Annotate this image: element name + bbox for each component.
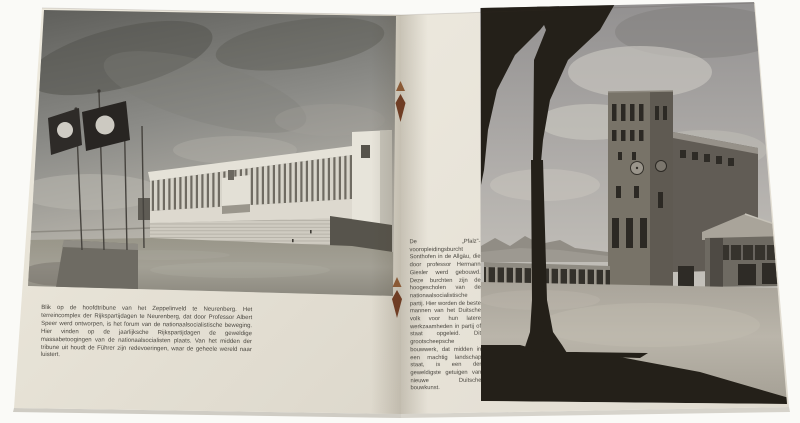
left-page-caption: Blik op de hoofdtribune van het Zeppelinveld te Neurenberg. Het terreincomplex der Rijkspartijdagen te Neurenberg, dat door Professor Albert Speer werd ontworpen, is het forum van de nationaalsocialistische beweging. Hier vinden op de jaarlijksche Rijkspartijdagen de geweldige massabetoogingen van de nationaalsocialisten plaats. Van het midden der tribune uit houdt de Führer zijn redevoeringen, waar de geheele wereld naar luistert. xyxy=(40,304,253,359)
right-photo-sonthofen xyxy=(478,0,790,404)
castle-tower xyxy=(608,91,673,288)
chalet-chimney xyxy=(710,238,723,287)
tribune-statue xyxy=(228,170,234,180)
gutter-shade-left xyxy=(371,15,401,414)
left-photo-zeppelinfeld xyxy=(18,6,398,298)
pylon-emblem xyxy=(361,145,370,158)
right-page-caption: De „Pfalz”-vooropleidingsburcht Sonthofen in de Allgäu, die door professor Hermann Giesler werd gebouwd. Deze burchten zijn de hoogescholen van de nationaalsocialistische partij. Hier worden de beste mannen van het Duitsche volk voor hun latere werkzaamheden in partij of staat opgeleid. Dit grootscheepsche bouwwerk, dat midden in een machtig landschap staat, is een der geweldigste getuigen van nieuwe Duitsche bouwkunst. xyxy=(409,238,482,392)
